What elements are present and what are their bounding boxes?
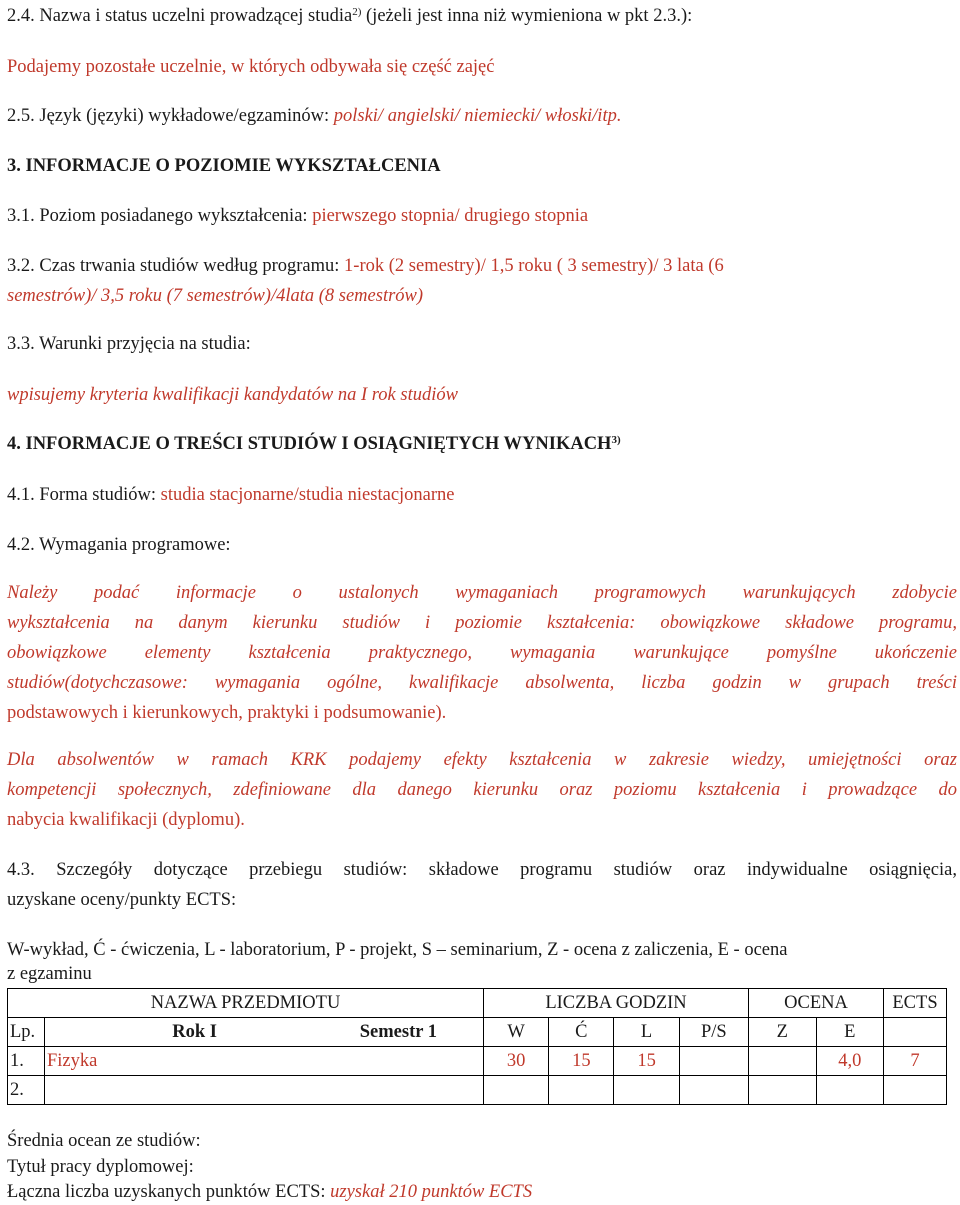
- average-grade-label: Średnia ocean ze studiów:: [7, 1131, 201, 1151]
- duration-value-line2: semestrów)/ 3,5 roku (7 semestrów)/4lata (8 semestrów): [7, 286, 424, 306]
- requirements-line: studiów(dotychczasowe: wymagania ogólne, kwalifikacje absolwenta, liczba godzin w grupach treści: [7, 673, 957, 693]
- row-e: [816, 1076, 884, 1105]
- col-grade: OCENA: [749, 989, 884, 1018]
- requirements-line: Należy podać informacje o ustalonych wymaganiach programowych warunkujących zdobycie: [7, 583, 957, 603]
- row-l: 15: [614, 1047, 679, 1076]
- section-4-3-line1: 4.3. Szczegóły dotyczące przebiegu studiów: składowe programu studiów oraz indywidualne osiągnięcia,: [7, 860, 957, 880]
- row-subject: [45, 1076, 484, 1105]
- education-level-value: pierwszego stopnia/ drugiego stopnia: [312, 206, 589, 226]
- krk-line: Dla absolwentów w ramach KRK podajemy efekty kształcenia w zakresie wiedzy, umiejętności oraz: [7, 750, 957, 770]
- total-ects-value: uzyskał 210 punktów ECTS: [330, 1182, 533, 1202]
- row-ps: [679, 1076, 748, 1105]
- row-ects: 7: [884, 1047, 947, 1076]
- table-subheader-row: [8, 1018, 947, 1047]
- col-l: L: [614, 1018, 679, 1047]
- col-subject-name: NAZWA PRZEDMIOTU: [8, 989, 484, 1018]
- section-2-5: 2.5. Język (języki) wykładowe/egzaminów: polski/ angielski/ niemiecki/ włoski/itp.: [7, 106, 622, 126]
- col-hours: LICZBA GODZIN: [484, 989, 749, 1018]
- requirements-line: wykształcenia na danym kierunku studiów i poziomie kształcenia: obowiązkowe składowe programu,: [7, 613, 957, 633]
- duration-value-line1: 1-rok (2 semestry)/ 1,5 roku ( 3 semestry)/ 3 lata (6: [344, 256, 724, 276]
- krk-line: kompetencji społecznych, zdefiniowane dla danego kierunku oraz poziomu kształcenia i prowadzące do: [7, 780, 957, 800]
- section-4-1: 4.1. Forma studiów: studia stacjonarne/studia niestacjonarne: [7, 485, 455, 505]
- section-4-2-label: 4.2. Wymagania programowe:: [7, 535, 231, 555]
- section-4-3: [7, 855, 957, 915]
- col-lp: Lp.: [8, 1018, 45, 1047]
- row-z: [749, 1047, 817, 1076]
- row-ps: [679, 1047, 748, 1076]
- study-form-value: studia stacjonarne/studia niestacjonarne: [160, 485, 455, 505]
- requirements-paragraph: [7, 578, 957, 728]
- col-ects-empty: [884, 1018, 947, 1047]
- section-2-4-value: Podajemy pozostałe uczelnie, w których odbywała się część zajęć: [7, 57, 495, 77]
- requirements-line: podstawowych i kierunkowych, praktyki i podsumowanie).: [7, 703, 447, 723]
- row-lp: 1.: [8, 1047, 45, 1076]
- krk-paragraph: [7, 745, 957, 835]
- row-z: [749, 1076, 817, 1105]
- admission-value: wpisujemy kryteria kwalifikacji kandydatów na I rok studiów: [7, 385, 458, 405]
- krk-line: nabycia kwalifikacji (dyplomu).: [7, 810, 245, 830]
- col-ps: P/S: [679, 1018, 748, 1047]
- heading-3: 3. INFORMACJE O POZIOMIE WYKSZTAŁCENIA: [7, 156, 441, 176]
- legend-line2: z egzaminu: [7, 964, 92, 984]
- requirements-line: obowiązkowe elementy kształcenia praktycznego, wymagania warunkujące pomyślne ukończenie: [7, 643, 957, 663]
- total-ects: Łączna liczba uzyskanych punktów ECTS: uzyskał 210 punktów ECTS: [7, 1182, 533, 1202]
- row-ects: [884, 1076, 947, 1105]
- row-e: 4,0: [816, 1047, 884, 1076]
- section-3-3-label: 3.3. Warunki przyjęcia na studia:: [7, 334, 251, 354]
- col-w: W: [484, 1018, 549, 1047]
- row-c: 15: [549, 1047, 614, 1076]
- languages-value: polski/ angielski/ niemiecki/ włoski/itp.: [333, 106, 622, 126]
- row-c: [549, 1076, 614, 1105]
- section-3-2: 3.2. Czas trwania studiów według programu: 1-rok (2 semestry)/ 1,5 roku ( 3 semestry)/ 3 lata (6: [7, 256, 724, 276]
- row-w: [484, 1076, 549, 1105]
- col-ects: ECTS: [884, 989, 947, 1018]
- table-row: [8, 1076, 947, 1105]
- row-lp: 2.: [8, 1076, 45, 1105]
- section-4-3-line2: uzyskane oceny/punkty ECTS:: [7, 890, 237, 910]
- col-e: E: [816, 1018, 884, 1047]
- legend-line1: W-wykład, Ć - ćwiczenia, L - laboratorium, P - projekt, S – seminarium, Z - ocena z zaliczenia, E - ocena: [7, 940, 788, 960]
- col-c: Ć: [549, 1018, 614, 1047]
- table-header-row: [8, 989, 947, 1018]
- year-label: Rok I: [172, 1021, 217, 1042]
- row-subject: Fizyka: [45, 1047, 484, 1076]
- section-3-1: 3.1. Poziom posiadanego wykształcenia: pierwszego stopnia/ drugiego stopnia: [7, 206, 589, 226]
- row-w: 30: [484, 1047, 549, 1076]
- semester-label: Semestr 1: [359, 1021, 437, 1042]
- year-semester-cell: [45, 1018, 484, 1047]
- heading-4: 4. INFORMACJE O TREŚCI STUDIÓW I OSIĄGNIĘTYCH WYNIKACH$^{3)}$: [7, 434, 621, 454]
- grades-table: [7, 988, 947, 1105]
- col-z: Z: [749, 1018, 817, 1047]
- row-l: [614, 1076, 679, 1105]
- table-row: [8, 1047, 947, 1076]
- section-2-4-label: 2.4. Nazwa i status uczelni prowadzącej studia$^{2)}$ (jeżeli jest inna niż wymieniona w pkt 2.3.):: [7, 6, 693, 26]
- thesis-title-label: Tytuł pracy dyplomowej:: [7, 1157, 194, 1177]
